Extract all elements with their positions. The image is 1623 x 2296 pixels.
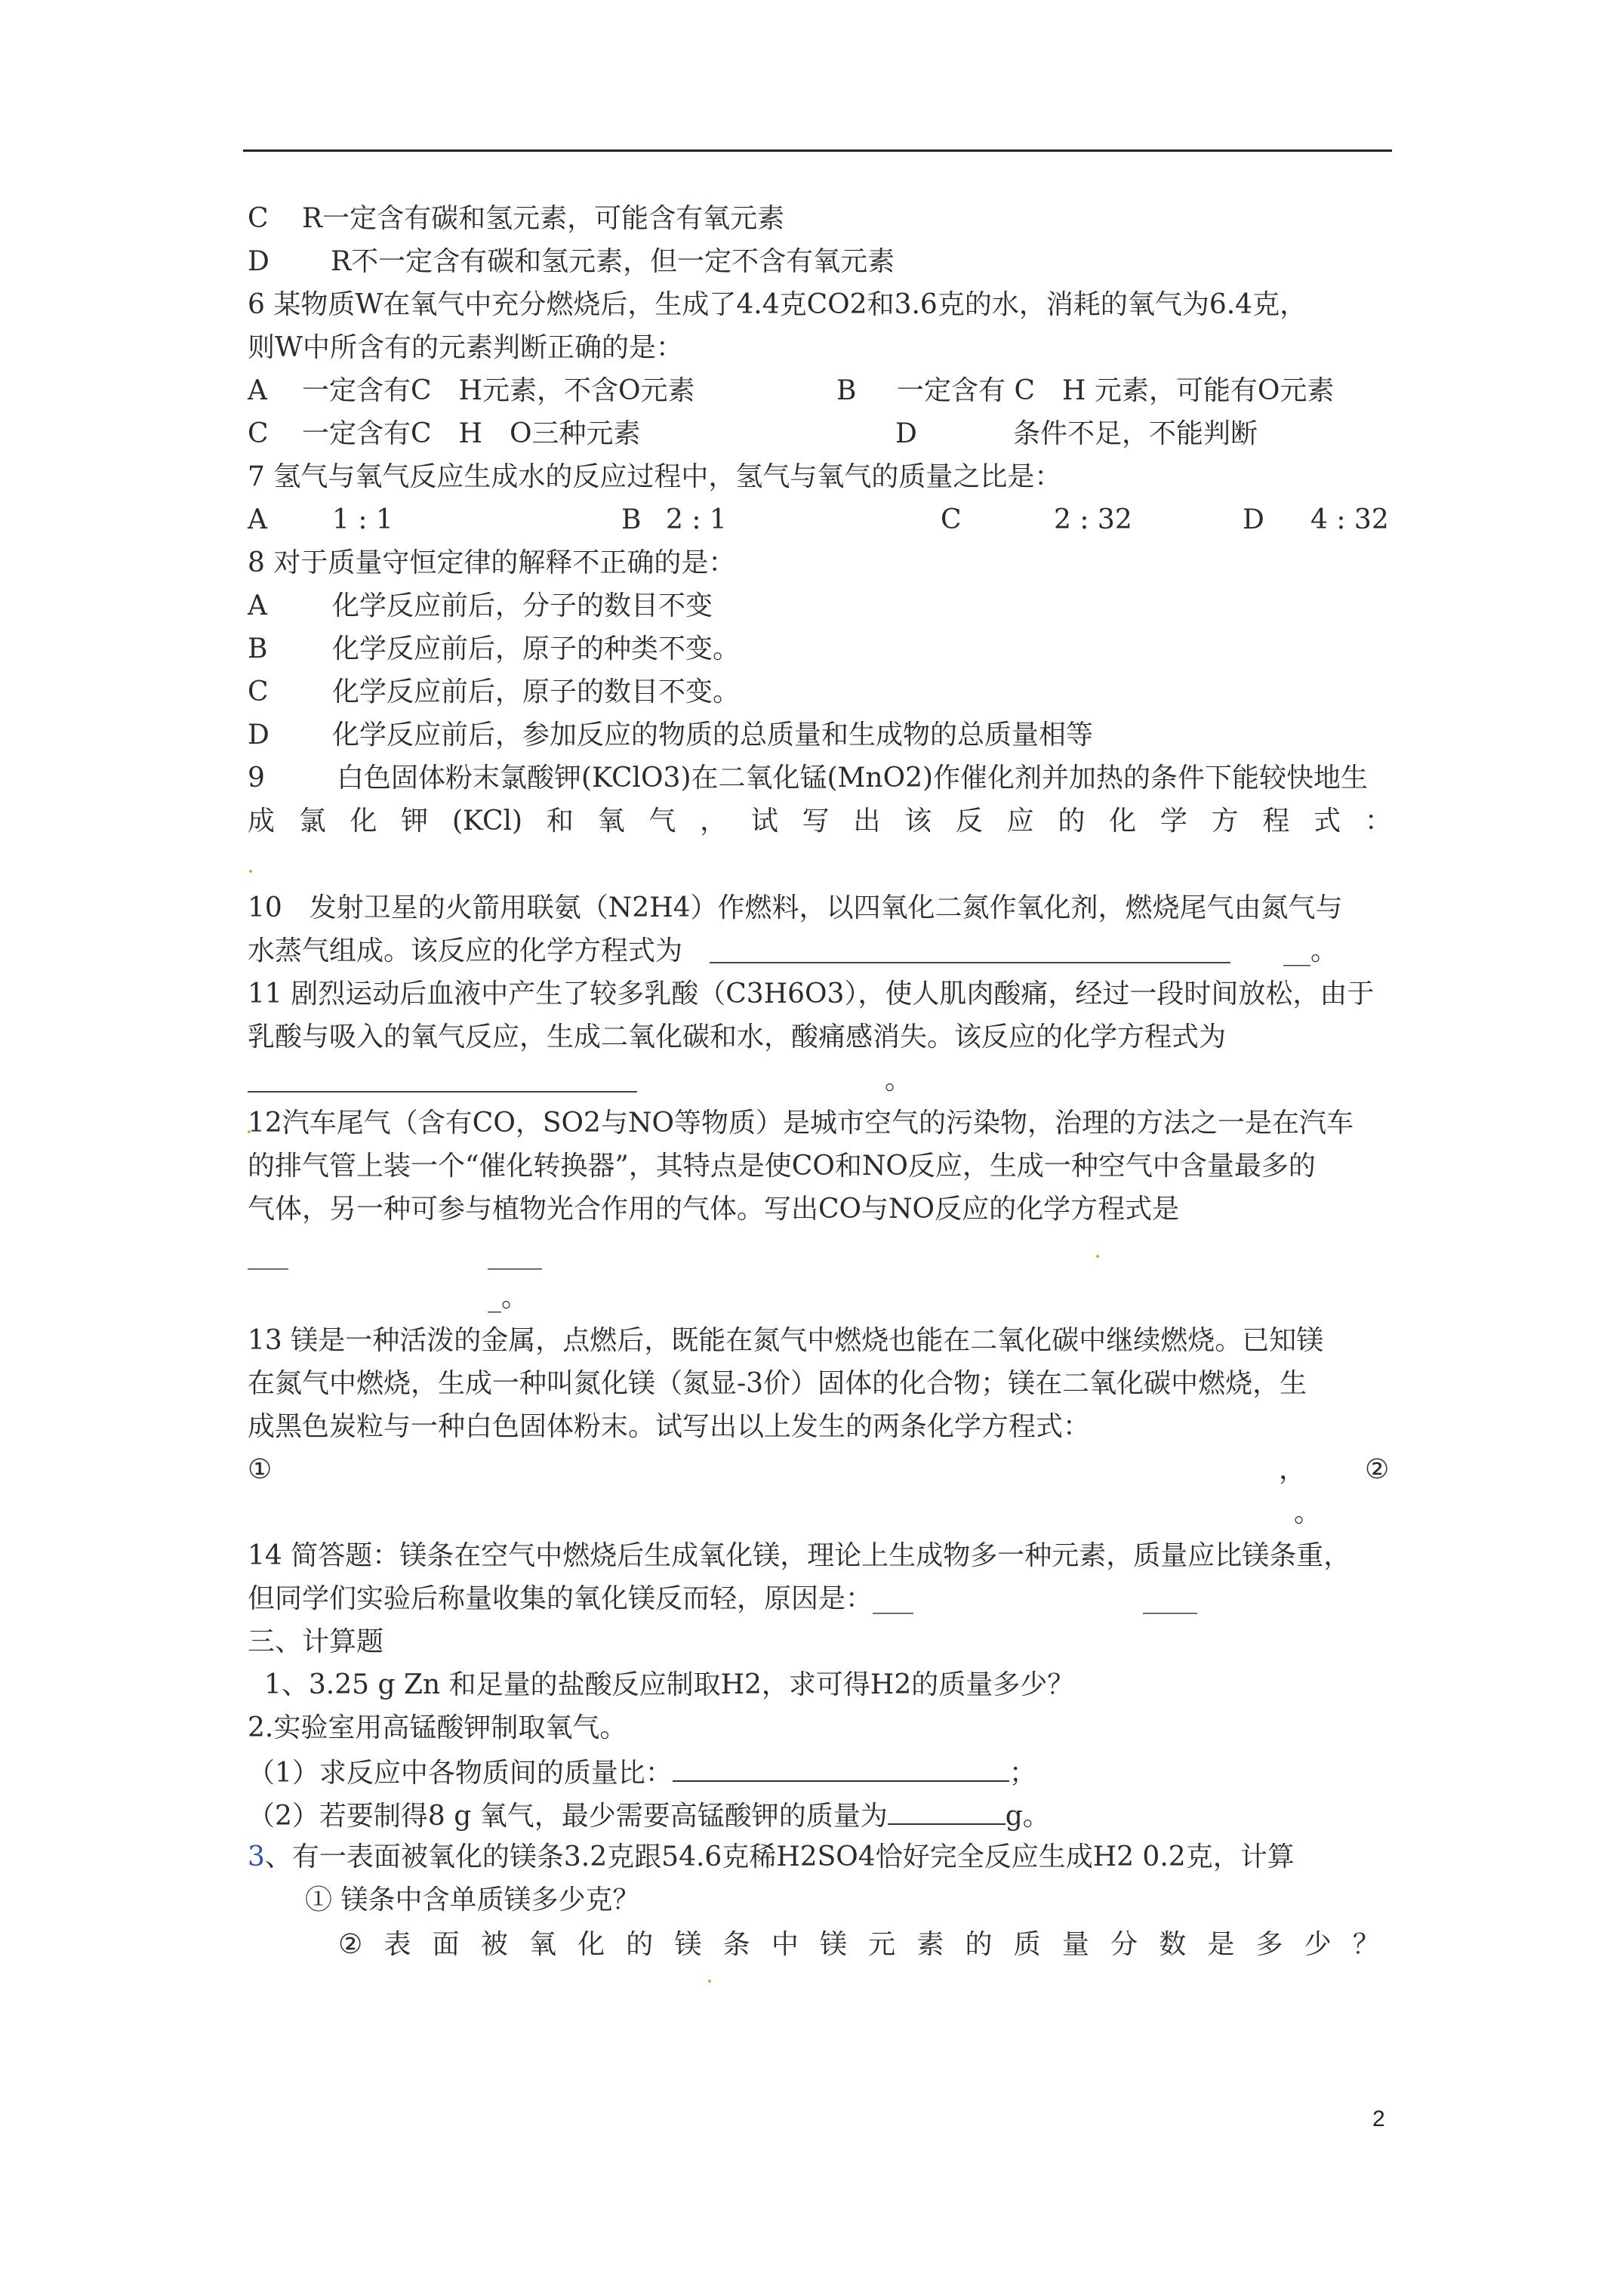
q7-options bbox=[248, 499, 1425, 541]
q9-line2-char: 应 bbox=[1006, 806, 1034, 837]
q9-line2-char: 的 bbox=[1058, 806, 1086, 837]
q9-line2-char: 和 bbox=[546, 806, 574, 837]
q12-stem-line3: 气体，另一种可参与植物光合作用的气体。写出CO与NO反应的化学方程式是 bbox=[248, 1194, 1180, 1225]
calc3-sub2-char: 素 bbox=[916, 1929, 944, 1960]
calc3-sub2-char: 氧 bbox=[528, 1929, 556, 1960]
option-label: B bbox=[836, 375, 857, 406]
option-text: 化学反应前后，参加反应的物质的总质量和生成物的总质量相等 bbox=[332, 720, 1094, 750]
q9-line2-char: 出 bbox=[853, 806, 881, 837]
option-label: C bbox=[248, 676, 269, 707]
q9-line2-char: 式 bbox=[1313, 806, 1341, 837]
option-text: R不一定含有碳和氢元素，但一定不含有氧元素 bbox=[331, 246, 895, 277]
option-label: D bbox=[895, 418, 917, 449]
calc3-sub2-char: 被 bbox=[480, 1929, 508, 1960]
q9-line2-char: ， bbox=[700, 806, 728, 837]
q9-stem-line1 bbox=[248, 757, 1425, 800]
q9-line2-char: 该 bbox=[904, 806, 932, 837]
q10-stem-line1: 10 发射卫星的火箭用联氨（N2H4）作燃料，以四氧化二氮作氧化剂，燃烧尾气由氮气与 bbox=[248, 892, 1343, 923]
question-text: 但同学们实验后称量收集的氧化镁反而轻，原因是：___ bbox=[248, 1583, 914, 1614]
calc3-sub2-char: 的 bbox=[965, 1929, 993, 1960]
option-label: A bbox=[248, 375, 267, 406]
option-text: 1 : 1 bbox=[332, 504, 393, 535]
q9-line2-char: 钾 bbox=[401, 806, 429, 837]
q9-line2-char: 化 bbox=[1109, 806, 1137, 837]
option-label: C bbox=[248, 203, 269, 234]
calc-2-part1 bbox=[248, 1750, 1425, 1792]
question-text: 、有一表面被氧化的镁条3.2克跟54.6克稀H2SO4恰好完全反应生成H2 0.2克，计算 bbox=[264, 1841, 1295, 1872]
calc3-sub2-char: 中 bbox=[771, 1929, 799, 1960]
calc3-sub2-char: 面 bbox=[432, 1929, 460, 1960]
speck bbox=[249, 870, 252, 873]
q5-option-d bbox=[248, 241, 1425, 283]
q8-option-c bbox=[248, 671, 1425, 713]
option-text: R一定含有碳和氢元素，可能含有氧元素 bbox=[302, 203, 785, 234]
option-text: 化学反应前后，原子的种类不变。 bbox=[332, 633, 741, 664]
q9-line2-char: 化 bbox=[350, 806, 377, 837]
speck bbox=[708, 1980, 711, 1983]
option-label: D bbox=[248, 720, 269, 750]
option-label: C bbox=[248, 418, 269, 449]
option-text: 化学反应前后，分子的数目不变 bbox=[332, 590, 713, 621]
calc3-sub2-char: 分 bbox=[1110, 1929, 1138, 1960]
calc3-sub2-char: 条 bbox=[722, 1929, 750, 1960]
q5-option-c bbox=[248, 198, 1425, 240]
option-text: 4 : 32 bbox=[1310, 504, 1389, 535]
justified-line bbox=[248, 800, 1392, 843]
option-text: 一定含有C H O三种元素 bbox=[302, 418, 641, 449]
option-text: 条件不足，不能判断 bbox=[1013, 418, 1258, 449]
q9-line2-char: 程 bbox=[1262, 806, 1290, 837]
option-label: B bbox=[621, 504, 642, 535]
calc-3-sub2 bbox=[338, 1924, 1516, 1966]
q9-line2-char: 氧 bbox=[597, 806, 625, 837]
answer-blank[interactable] bbox=[248, 1091, 637, 1093]
calc3-sub2-char: 的 bbox=[626, 1929, 654, 1960]
calc3-sub2-char: ② bbox=[338, 1929, 363, 1960]
calc3-sub2-char: 镁 bbox=[674, 1929, 702, 1960]
calc3-sub2-char: 数 bbox=[1159, 1929, 1187, 1960]
question-number: 3 bbox=[248, 1841, 265, 1872]
q13-end-line bbox=[248, 1492, 1425, 1534]
q8-stem: 8 对于质量守恒定律的解释不正确的是： bbox=[248, 547, 736, 578]
q11-stem-line2: 乳酸与吸入的氧气反应，生成二氧化碳和水，酸痛感消失。该反应的化学方程式为 bbox=[248, 1022, 1227, 1052]
q12-end-line bbox=[248, 1277, 1425, 1319]
q8-option-a bbox=[248, 585, 1425, 627]
q9-line2-char: 写 bbox=[802, 806, 830, 837]
q9-line2-char: 反 bbox=[955, 806, 983, 837]
q8-option-b bbox=[248, 628, 1425, 670]
part-end: g。 bbox=[1005, 1801, 1050, 1832]
calc-3-sub1: ① 镁条中含单质镁多少克？ bbox=[305, 1885, 640, 1915]
q9-line2-char: 方 bbox=[1211, 806, 1239, 837]
option-text: 2 : 32 bbox=[1054, 504, 1132, 535]
q6-stem-line1: 6 某物质W在氧气中充分燃烧后，生成了4.4克CO2和3.6克的水，消耗的氧气为6.4克， bbox=[248, 289, 1307, 320]
section-title: 三、计算题 bbox=[248, 1626, 384, 1657]
calc3-sub2-char: 镁 bbox=[819, 1929, 847, 1960]
q9-line2-char: 试 bbox=[750, 806, 778, 837]
speck bbox=[1096, 1255, 1099, 1258]
option-label: C bbox=[941, 504, 962, 535]
q12-stem-line2: 的排气管上装一个“催化转换器”，其特点是使CO和NO反应，生成一种空气中含量最多的 bbox=[248, 1151, 1316, 1182]
q11-answer-line bbox=[248, 1059, 1425, 1102]
q7-stem: 7 氢气与氧气反应生成水的反应过程中，氢气与氧气的质量之比是： bbox=[248, 461, 1062, 492]
blank-end: 。 bbox=[1294, 1497, 1322, 1528]
blank-end: _。 bbox=[488, 1282, 529, 1313]
q9-line2-char: 成 bbox=[248, 806, 276, 837]
option-label: A bbox=[248, 504, 267, 535]
separator: ， bbox=[1279, 1454, 1307, 1485]
option-text: 2 : 1 bbox=[666, 504, 727, 535]
calc-3-stem bbox=[248, 1836, 1425, 1878]
answer-marker-2: ② bbox=[1365, 1454, 1390, 1485]
calc3-sub2-char: 是 bbox=[1207, 1929, 1235, 1960]
calc3-sub2-char: 质 bbox=[1013, 1929, 1041, 1960]
q13-answer-line bbox=[248, 1449, 1425, 1491]
q9-line2-char: 气 bbox=[648, 806, 676, 837]
page-number: 2 bbox=[1372, 2106, 1385, 2131]
q9-stem-line2 bbox=[248, 800, 1425, 843]
calc3-sub2-char: 少 bbox=[1304, 1929, 1332, 1960]
justified-line bbox=[338, 1924, 1380, 1966]
q13-stem-line3: 成黑色炭粒与一种白色固体粉末。试写出以上发生的两条化学方程式： bbox=[248, 1411, 1091, 1442]
part-text: （2）若要制得8 g 氧气，最少需要高锰酸钾的质量为 bbox=[248, 1801, 888, 1832]
option-text: 一定含有C H元素，不含O元素 bbox=[302, 375, 695, 406]
calc-2-part2 bbox=[248, 1793, 1425, 1835]
answer-blank[interactable] bbox=[888, 1793, 1006, 1825]
q14-stem-line2 bbox=[248, 1578, 1425, 1620]
part-text: （1）求反应中各物质间的质量比： bbox=[248, 1758, 673, 1789]
option-label: B bbox=[248, 633, 268, 664]
calc3-sub2-char: 化 bbox=[577, 1929, 605, 1960]
q8-option-d bbox=[248, 714, 1425, 757]
q6-stem-line2: 则W中所含有的元素判断正确的是： bbox=[248, 332, 684, 363]
calc-1: 1、3.25 g Zn 和足量的盐酸反应制取H2，求可得H2的质量多少？ bbox=[264, 1669, 1075, 1700]
answer-blank[interactable]: ____ bbox=[1143, 1583, 1197, 1614]
q9-line2-char: 学 bbox=[1160, 806, 1187, 837]
q13-stem-line1: 13 镁是一种活泼的金属，点燃后，既能在氮气中燃烧也能在二氧化碳中继续燃烧。已知镁 bbox=[248, 1325, 1324, 1356]
answer-blank[interactable]: ___ bbox=[248, 1239, 288, 1270]
calc3-sub2-char: 多 bbox=[1255, 1929, 1283, 1960]
q6-options-cd bbox=[248, 413, 1425, 455]
question-text: 白色固体粉末氯酸钾(KClO3)在二氧化锰(MnO2)作催化剂并加热的条件下能较快地生 bbox=[337, 763, 1369, 794]
q9-line2-char: 氯 bbox=[298, 806, 326, 837]
calc3-sub2-char: 表 bbox=[383, 1929, 411, 1960]
header-rule bbox=[243, 149, 1392, 152]
q10-stem-line2 bbox=[248, 930, 1425, 972]
blank-end: __。 bbox=[1283, 935, 1338, 966]
part-end: ； bbox=[1009, 1758, 1036, 1789]
question-number: 9 bbox=[248, 763, 265, 794]
calc3-sub2-char: ？ bbox=[1352, 1929, 1380, 1960]
answer-blank[interactable]: ____ bbox=[488, 1239, 542, 1270]
q6-options-ab bbox=[248, 370, 1425, 412]
q12-answer-line bbox=[248, 1234, 1425, 1276]
option-label: A bbox=[248, 590, 267, 621]
answer-blank[interactable] bbox=[673, 1750, 1009, 1782]
option-label: D bbox=[248, 246, 269, 277]
option-label: D bbox=[1243, 504, 1264, 535]
q9-line2-char: (KCl) bbox=[452, 806, 523, 837]
blank-end: 。 bbox=[885, 1065, 913, 1096]
q12-stem-line1: 12汽车尾气（含有CO，SO2与NO等物质）是城市空气的污染物，治理的方法之一是在汽车 bbox=[248, 1108, 1354, 1139]
option-text: 一定含有 C H 元素，可能有O元素 bbox=[897, 375, 1335, 406]
question-text: 水蒸气组成。该反应的化学方程式为 bbox=[248, 935, 683, 966]
calc-2-stem: 2.实验室用高锰酸钾制取氧气。 bbox=[248, 1712, 627, 1743]
calc3-sub2-char: 元 bbox=[868, 1929, 896, 1960]
q13-stem-line2: 在氮气中燃烧，生成一种叫氮化镁（氮显-3价）固体的化合物；镁在二氧化碳中燃烧，生 bbox=[248, 1368, 1307, 1399]
q9-line2-char: ： bbox=[1364, 806, 1392, 837]
option-text: 化学反应前后，原子的数目不变。 bbox=[332, 676, 741, 707]
calc3-sub2-char: 量 bbox=[1061, 1929, 1089, 1960]
q14-stem-line1: 14 简答题：镁条在空气中燃烧后生成氧化镁，理论上生成物多一种元素，质量应比镁条重， bbox=[248, 1540, 1351, 1571]
answer-blank[interactable] bbox=[710, 962, 1230, 963]
q11-stem-line1: 11 剧烈运动后血液中产生了较多乳酸（C3H6O3），使人肌肉酸痛，经过一段时间放松，由于 bbox=[248, 978, 1375, 1009]
answer-marker-1: ① bbox=[248, 1454, 273, 1485]
